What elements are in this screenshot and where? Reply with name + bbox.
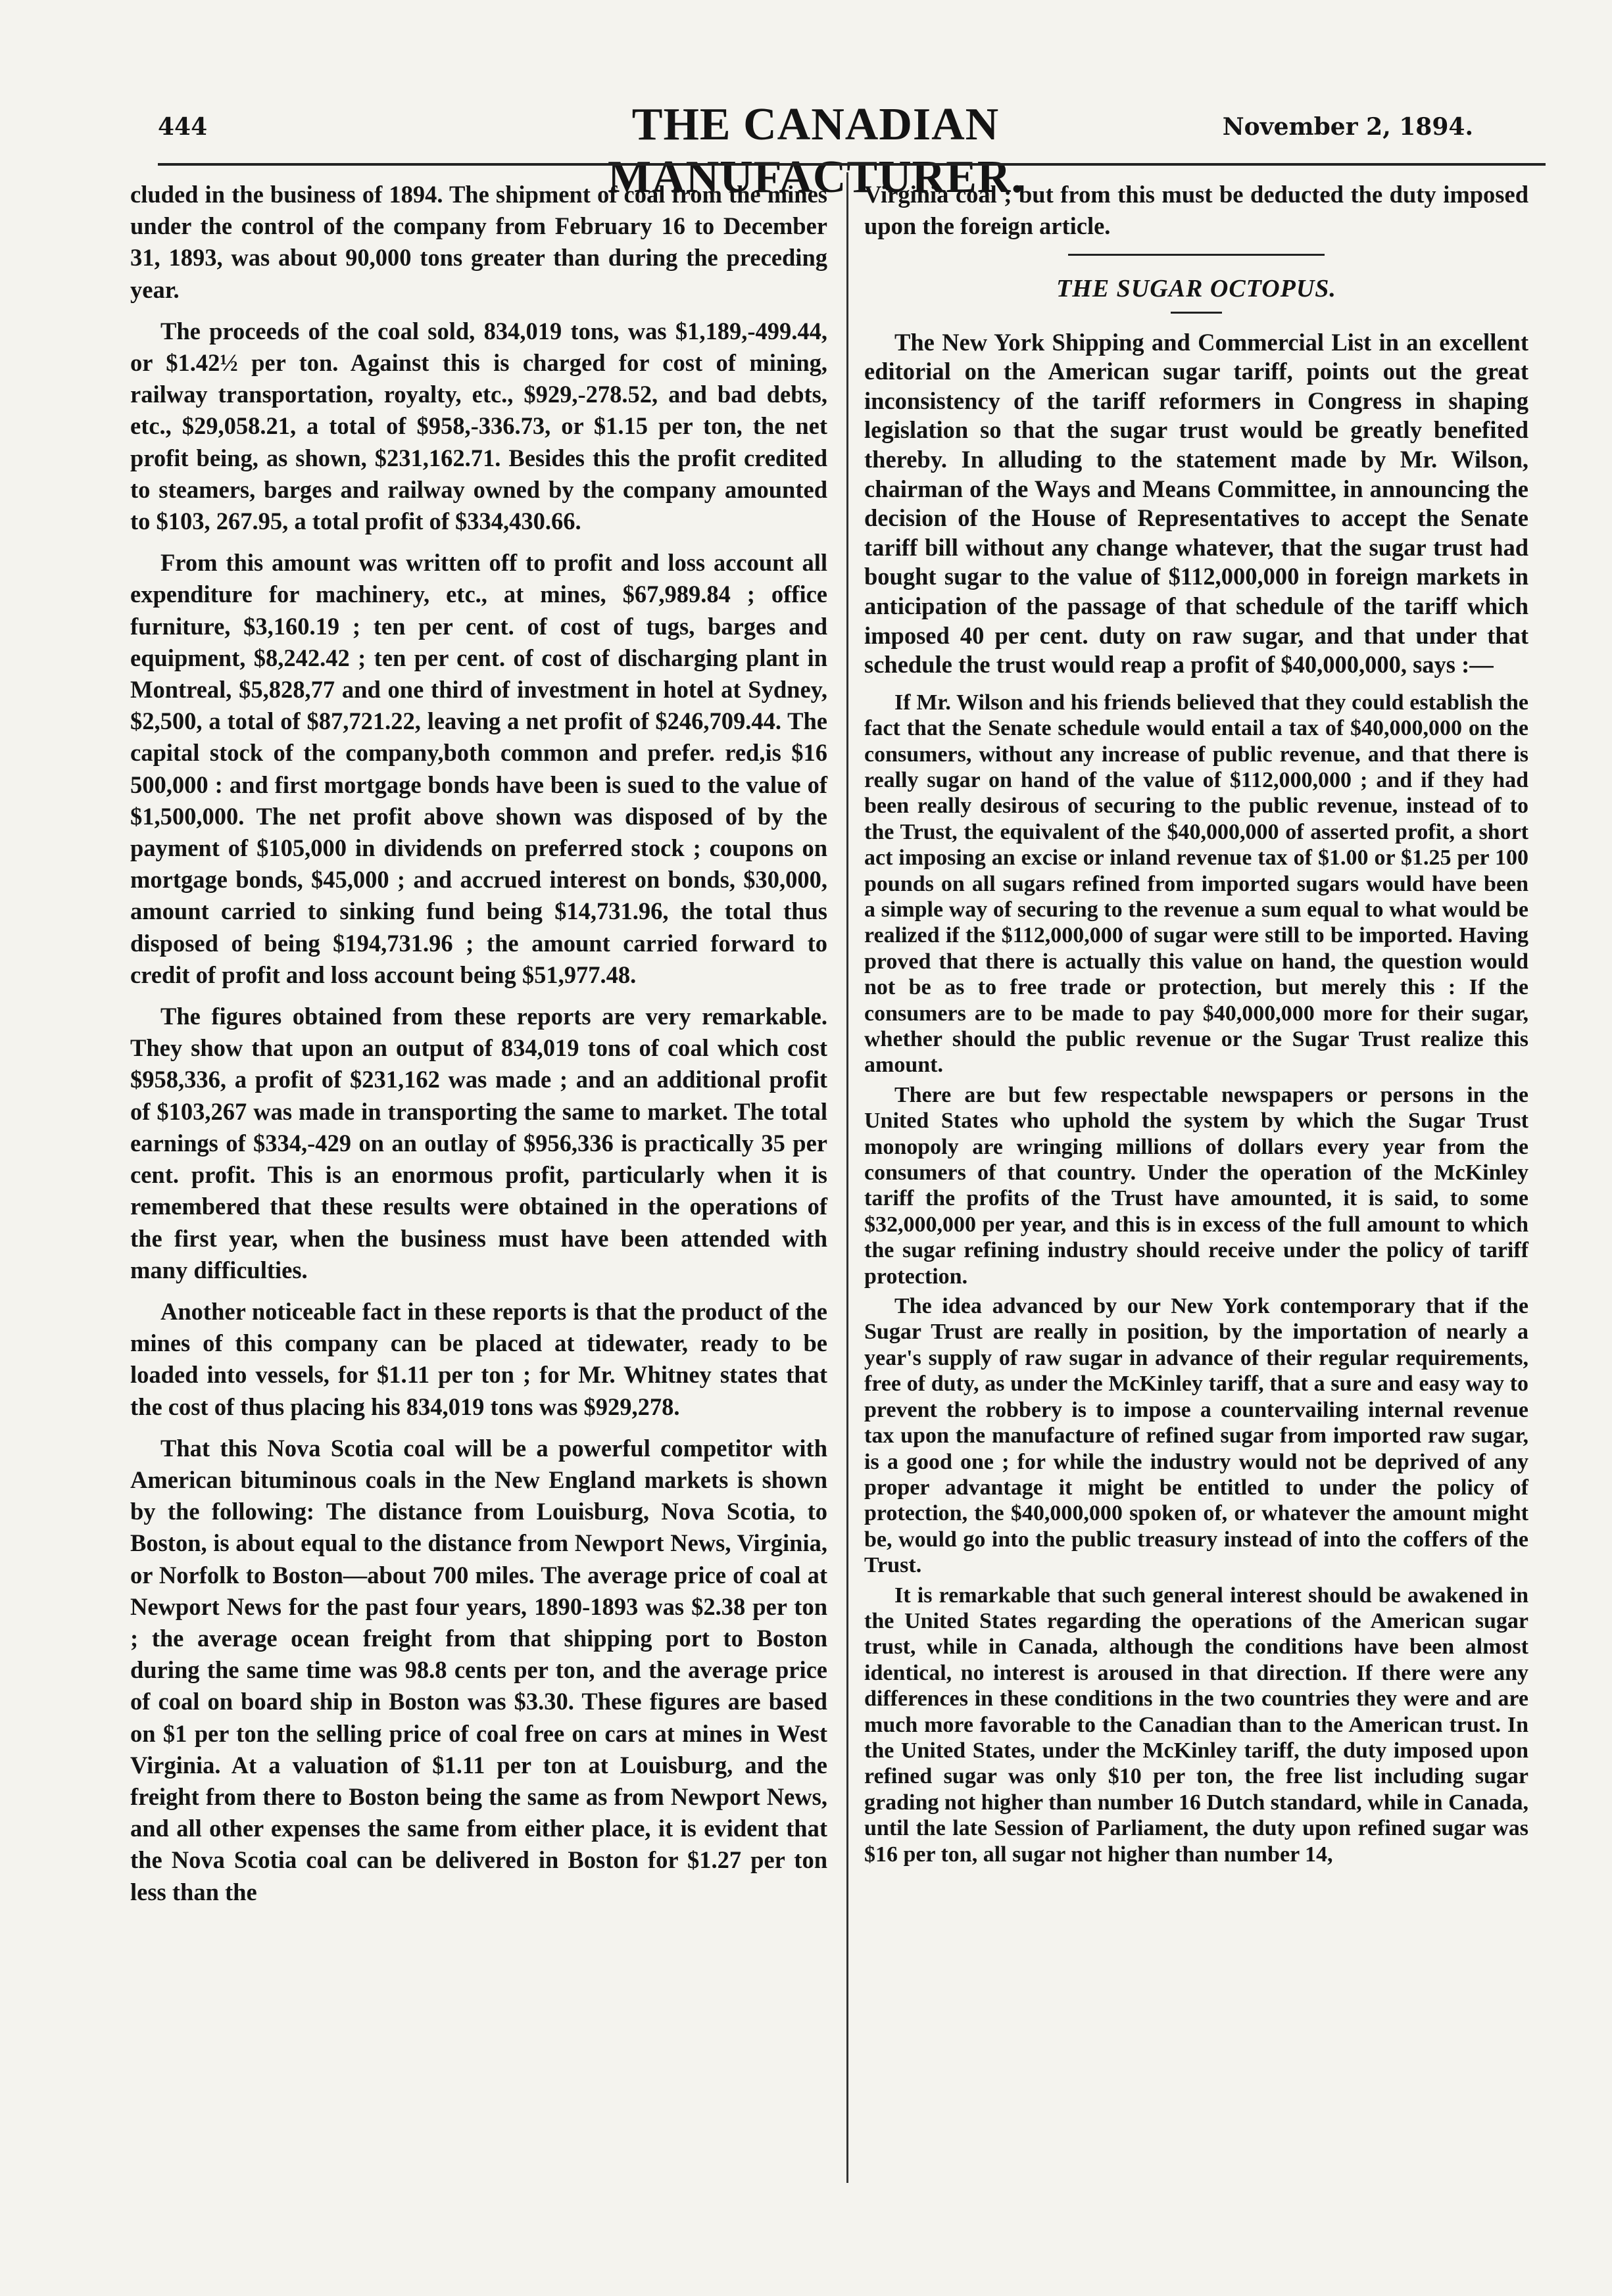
quoted-paragraph: If Mr. Wilson and his friends believed that they could establish the fact that the Senate schedule would entail a tax of $40,000,000 on the consumers, without any increase of public revenue, and that there is really sugar on hand of the value of $112,000,000 ; and if they had been really desirous of securing to the public revenue, instead of to the Trust, the equivalent of the $40,000,000 of asserted profit, a short act imposing an excise or inland revenue tax of $1.00 or $1.25 per 100 pounds on all sugars refined from imported sugars would have been a simple way of securing to the revenue a sum equal to what would be realized if the $112,000,000 of sugar were still to be imported. Having proved that there is actually this value on hand, the question would not be as to free trade or protection, but merely this : If the consumers are to be made to pay $40,000,000 more for their sugar, whether should the public revenue or the Sugar Trust realize this amount. <box>864 690 1528 1078</box>
page-header <box>158 99 1473 203</box>
right-column <box>864 179 1528 1871</box>
article-paragraph: Another noticeable fact in these reports is that the product of the mines of this company can be placed at tidewater, ready to be loaded into vessels, for $1.11 per ton ; for Mr. Whitney states that the cost of thus placing his 834,019 tons was $929,278. <box>130 1297 827 1420</box>
section-rule <box>1068 254 1325 256</box>
issue-date: November 2, 1894. <box>1222 113 1473 141</box>
article-paragraph: The proceeds of the coal sold, 834,019 tons, was $1,189,-499.44, or $1.42½ per ton. Against this is charged for cost of mining, railway transportation, royalty, etc., $929,-278.52, and bad debts, etc., $29,058.21, a total of $958,-336.73, or $1.15 per ton, the net profit being, as shown, $231,162.71. Besides this the profit credited to steamers, barges and railway owned by the company amounted to $103, 267.95, a total profit of $334,430.66. <box>130 317 827 535</box>
article-paragraph: The figures obtained from these reports are very remarkable. They show that upon an output of 834,019 tons of coal which cost $958,336, a profit of $231,162 was made ; and an additional profit of $103,267 was made in transporting the same to market. The total earnings of $334,-429 on an outlay of $956,336 is practically 35 per cent. profit. This is an enormous profit, particularly when it is remembered that these results were obtained in the operations of the first year, when the business must have been attended with many difficulties. <box>130 1003 827 1283</box>
article-paragraph: The New York Shipping and Commercial List in an excellent editorial on the American sugar tariff, points out the great inconsistency of the tariff reformers in Congress in shaping legislation so that the sugar trust would be greatly benefited thereby. In alluding to the statement made by Mr. Wilson, chairman of the Ways and Means Committee, in announcing the decision of the House of Representatives to accept the Senate tariff bill without any change whatever, that the sugar trust had bought sugar to the value of $112,000,000 in foreign markets in anticipation of the passage of that schedule of the tariff which imposed 40 per cent. duty on raw sugar, and that under that schedule the trust would reap a profit of $40,000,000, says :— <box>864 328 1528 679</box>
quoted-paragraph: There are but few respectable newspapers or persons in the United States who uphold the system by which the Sugar Trust monopoly are wringing millions of dollars every year from the consumers of that country. Under the operation of the McKinley tariff the profits of the Trust have amounted, it is said, to some $32,000,000 per year, and this is in excess of the full amount to which the sugar refining industry should receive under the policy of tariff protection. <box>864 1082 1528 1289</box>
section-title: THE SUGAR OCTOPUS. <box>1056 275 1336 303</box>
article-paragraph: cluded in the business of 1894. The shipment of coal from the mines under the control of the company from February 16 to December 31, 1893, was about 90,000 tons greater than during the preceding year. <box>130 181 827 303</box>
lead-block <box>864 328 1528 680</box>
left-column <box>130 179 827 1918</box>
header-rule <box>158 163 1546 166</box>
article-paragraph: Virginia coal ; but from this must be deducted the duty imposed upon the foreign article. <box>864 181 1528 240</box>
article-paragraph: From this amount was written off to profit and loss account all expenditure for machinery, etc., at mines, $67,989.84 ; office furniture, $3,160.19 ; ten per cent. of cost of tugs, barges and equipment, $8,242.42 ; ten per cent. of cost of discharging plant in Montreal, $5,828,77 and one third of investment in hotel at Sydney, $2,500, a total of $87,721.22, leaving a net profit of $246,709.44. The capital stock of the company,both common and prefer. red,is $16 500,000 : and first mortgage bonds have been is sued to the value of $1,500,000. The net profit above shown was disposed of by the payment of $105,000 in dividends on preferred stock ; coupons on mortgage bonds, $45,000 ; and accrued interest on bonds, $30,000, amount carried to sinking fund being $14,731.96, the total thus disposed of being $194,731.96 ; the amount carried forward to credit of profit and loss account being $51,977.48. <box>130 549 827 988</box>
quoted-paragraph: It is remarkable that such general interest should be awakened in the United States regarding the operations of the American sugar trust, while in Canada, although the conditions have been almost identical, no interest is aroused in that direction. If there were any differences in these conditions in the two countries they were and are much more favorable to the Canadian than to the American trust. In the United States, under the McKinley tariff, the duty imposed upon refined sugar was only $10 per ton, the free list including sugar grading not higher than number 16 Dutch standard, while in Canada, until the late Session of Parliament, the duty upon refined sugar was $16 per ton, all sugar not higher than number 14, <box>864 1583 1528 1867</box>
article-paragraph: That this Nova Scotia coal will be a powerful competitor with American bituminous coals in the New England markets is shown by the following: The distance from Louisburg, Nova Scotia, to Boston, is about equal to the distance from Newport News, Virginia, or Norfolk to Boston—about 700 miles. The average price of coal at Newport News for the past four years, 1890-1893 was $2.38 per ton ; the average ocean freight from that shipping port to Boston during the same time was 98.8 cents per ton, and the average price of coal on board ship in Boston was $3.30. These figures are based on $1 per ton the selling price of coal free on cars at mines in West Virginia. At a valuation of $1.11 per ton at Louisburg, and the freight from there to Boston being the same as from Newport News, and all other expenses the same from either place, it is evident that the Nova Scotia coal can be delivered in Boston for $1.27 per ton less than the <box>130 1434 827 1905</box>
quoted-block <box>864 690 1528 1867</box>
section-rule <box>1171 312 1222 314</box>
page-number: 444 <box>158 113 208 141</box>
publication-title: THE CANADIAN MANUFACTURER. <box>608 99 1023 203</box>
quoted-paragraph: The idea advanced by our New York contemporary that if the Sugar Trust are really in position, by the importation of nearly a year's supply of raw sugar in advance of their regular requirements, free of duty, as under the McKinley tariff, that a sure and easy way to prevent the robbery is to impose a countervailing internal revenue tax upon the manufacture of refined sugar from imported raw sugar, is a good one ; for while the industry would not be deprived of any proper advantage it might be entitled to under the policy of protection, the $40,000,000 spoken of, or whatever the amount might be, would go into the public treasury instead of into the coffers of the Trust. <box>864 1294 1528 1578</box>
column-divider <box>846 172 848 2183</box>
